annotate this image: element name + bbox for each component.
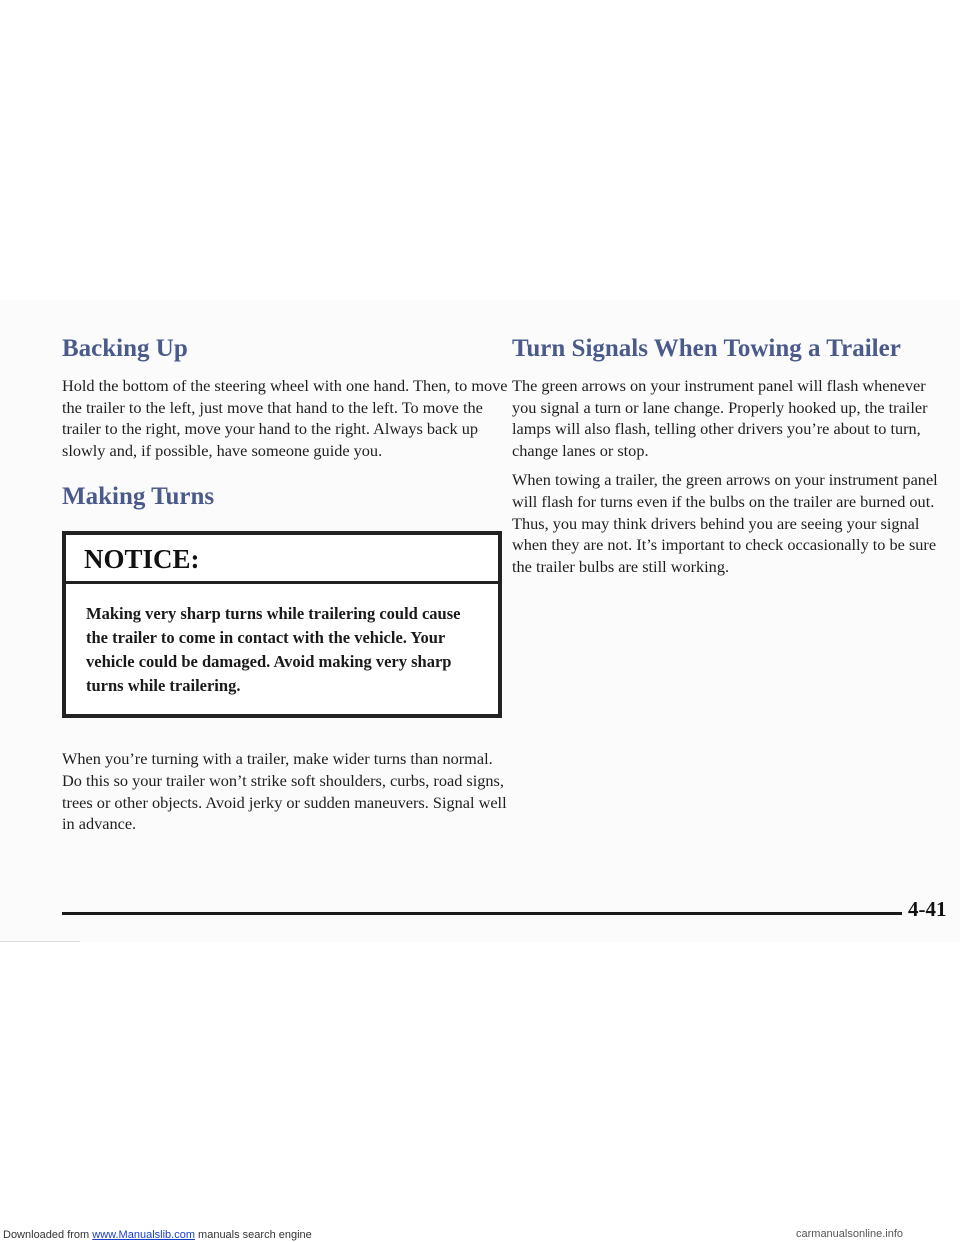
backing-up-heading: Backing Up — [62, 335, 188, 362]
notice-body: Making very sharp turns while trailering could cause the trailer to come in contact with the vehicle. Your vehicle could be damaged. Avoid making very sharp turns while trailering. — [86, 604, 461, 696]
making-turns-paragraph: When you’re turning with a trailer, make wider turns than normal. Do this so your trailer won’t strike soft shoulders, curbs, road signs, trees or other objects. Avoid jerky or sudden maneuvers. Signal well in advance. — [62, 749, 507, 834]
notice-box — [62, 531, 502, 718]
notice-title: NOTICE: — [66, 535, 498, 584]
attribution — [3, 1229, 312, 1241]
turn-signals-heading: Turn Signals When Towing a Trailer — [512, 335, 901, 362]
page-number: 4-41 — [908, 897, 947, 921]
making-turns-heading: Making Turns — [62, 483, 215, 511]
left-column — [62, 333, 510, 835]
turn-signals-paragraph-1: The green arrows on your instrument panel will flash whenever you signal a turn or lane change. Properly hooked up, the trailer lamps will also flash, telling other drivers you’re about to turn, change lanes or stop. — [512, 376, 928, 460]
attribution-prefix: Downloaded from — [3, 1229, 90, 1241]
right-column — [512, 333, 952, 577]
attribution-suffix: manuals search engine — [194, 1229, 312, 1241]
turn-signals-paragraph-2: When towing a trailer, the green arrows on your instrument panel will flash for turns even if the bulbs on the trailer are burned out. Thus, you may think drivers behind you are seeing your signal when they are not. It’s important to check occasionally to be sure the trailer bulbs are still working. — [512, 470, 938, 576]
backing-up-paragraph: Hold the bottom of the steering wheel with one hand. Then, to move the trailer to the left, just move that hand to the left. To move the trailer to the right, move your hand to the right. Always back up slowly and, if possible, have someone guide you. — [62, 376, 508, 460]
scan-line — [0, 941, 80, 942]
manualslib-link[interactable]: www.Manualslib.com — [92, 1229, 195, 1241]
footer-rule — [62, 912, 902, 915]
watermark: carmanualsonline.info — [796, 1228, 904, 1240]
